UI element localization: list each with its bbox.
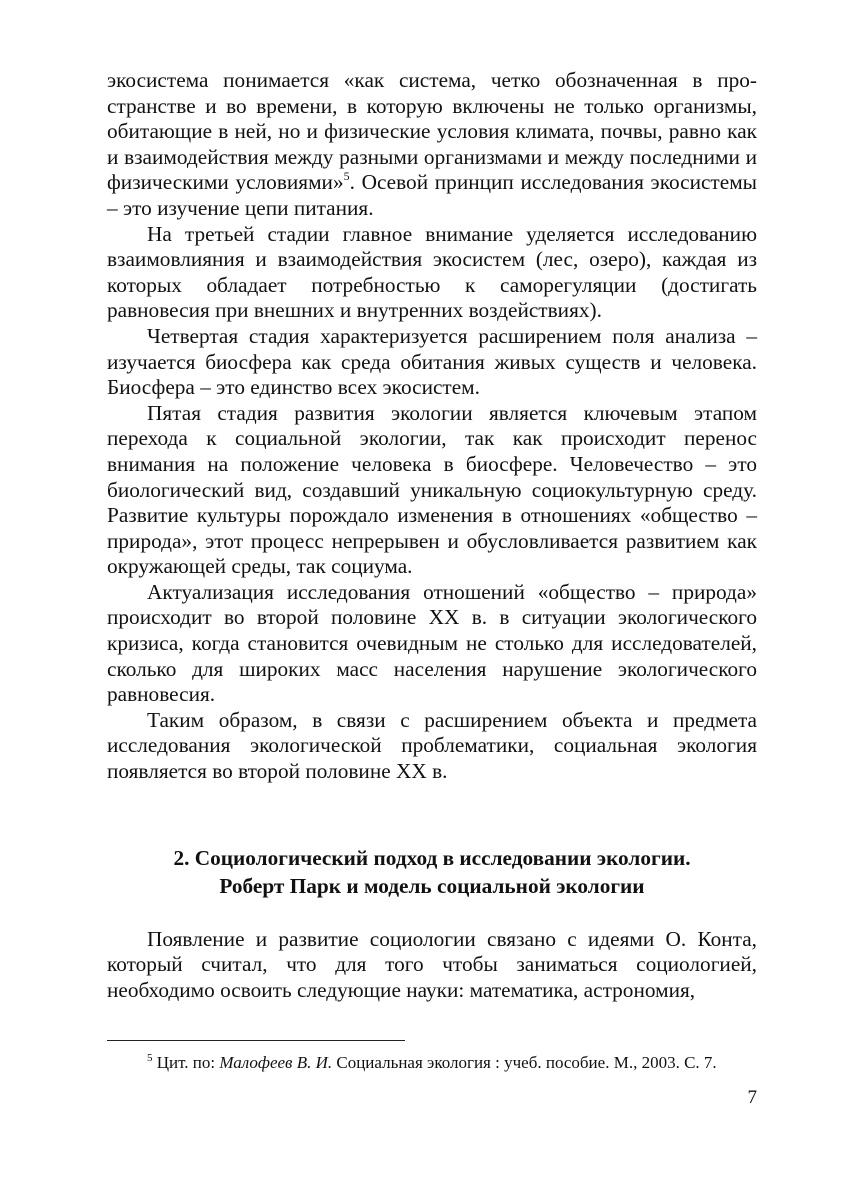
paragraph-actualization: Актуализация исследования отношений «общество – природа» происходит во второй половине XX в. в ситуации экологического кризиса, когда становится очевидным не столько для исследователей, сколько для широких масс населения нарушение экологического равновесия. bbox=[107, 579, 757, 707]
footnote-divider bbox=[107, 1040, 405, 1041]
footnote-prefix: Цит. по: bbox=[156, 1053, 216, 1072]
footnote-author: Малофеев В. И. bbox=[219, 1053, 333, 1072]
footnote-reference: 5 bbox=[343, 169, 350, 184]
page-body bbox=[107, 68, 757, 1003]
section-heading-line1: 2. Социологический подход в исследовании экологии. bbox=[173, 845, 691, 870]
paragraph-fourth-stage: Четвертая стадия характеризуется расширением поля анализа – изучается биосфера как среда обитания живых существ и человека. Биосфера – это единство всех экосистем. bbox=[107, 323, 757, 400]
page-number: 7 bbox=[747, 1087, 757, 1108]
paragraph-third-stage: На третьей стадии главное внимание уделяется исследованию взаимовлияния и взаимодействия экосистем (лес, озеро), каждая из которых обладает потребностью к саморегуляции (достигать равновесия при внешних и внутренних воздействиях). bbox=[107, 221, 757, 323]
paragraph-sociology-origin: Появление и развитие социологии связано с идеями О. Конта, который считал, что для того чтобы заниматься социологией, необходимо освоить следующие науки: математика, астрономия, bbox=[107, 926, 757, 1002]
paragraph-fifth-stage: Пятая стадия развития экологии является ключевым этапом перехода к социальной экологии, так как происходит перенос внимания на положение человека в биосфере. Человечество – это биологический вид, создавший уникальную социокультурную среду. Развитие культуры порождало изменения в отношениях «общество – природа», этот процесс непрерывен и обусловливается развитием как окружающей среды, так социума. bbox=[107, 400, 757, 579]
footnote-citation: Социальная экология : учеб. пособие. М., 2003. С. 7. bbox=[336, 1053, 717, 1072]
footnote bbox=[107, 1052, 757, 1074]
paragraph-ecosystem-definition bbox=[107, 68, 757, 222]
footnote-number: 5 bbox=[147, 1052, 153, 1064]
paragraph-text: экосистема понимается «как система, четко обозначенная в пространстве и во времени, в которую включены не только организмы, обитающие в ней, но и физические условия климата, почвы, равно как и взаимодействия между разными организмами и между последними и физическими условиями» bbox=[107, 68, 757, 195]
paragraph-conclusion: Таким образом, в связи с расширением объекта и предмета исследования экологической проблематики, социальная экология появляется во второй половине XX в. bbox=[107, 707, 757, 784]
section-heading bbox=[107, 844, 757, 900]
paragraph-text-tail: . Осевой принцип исследования экосистемы – это изучение цепи питания. bbox=[107, 170, 757, 220]
section-heading-line2: Роберт Парк и модель социальной экологии bbox=[219, 873, 645, 898]
